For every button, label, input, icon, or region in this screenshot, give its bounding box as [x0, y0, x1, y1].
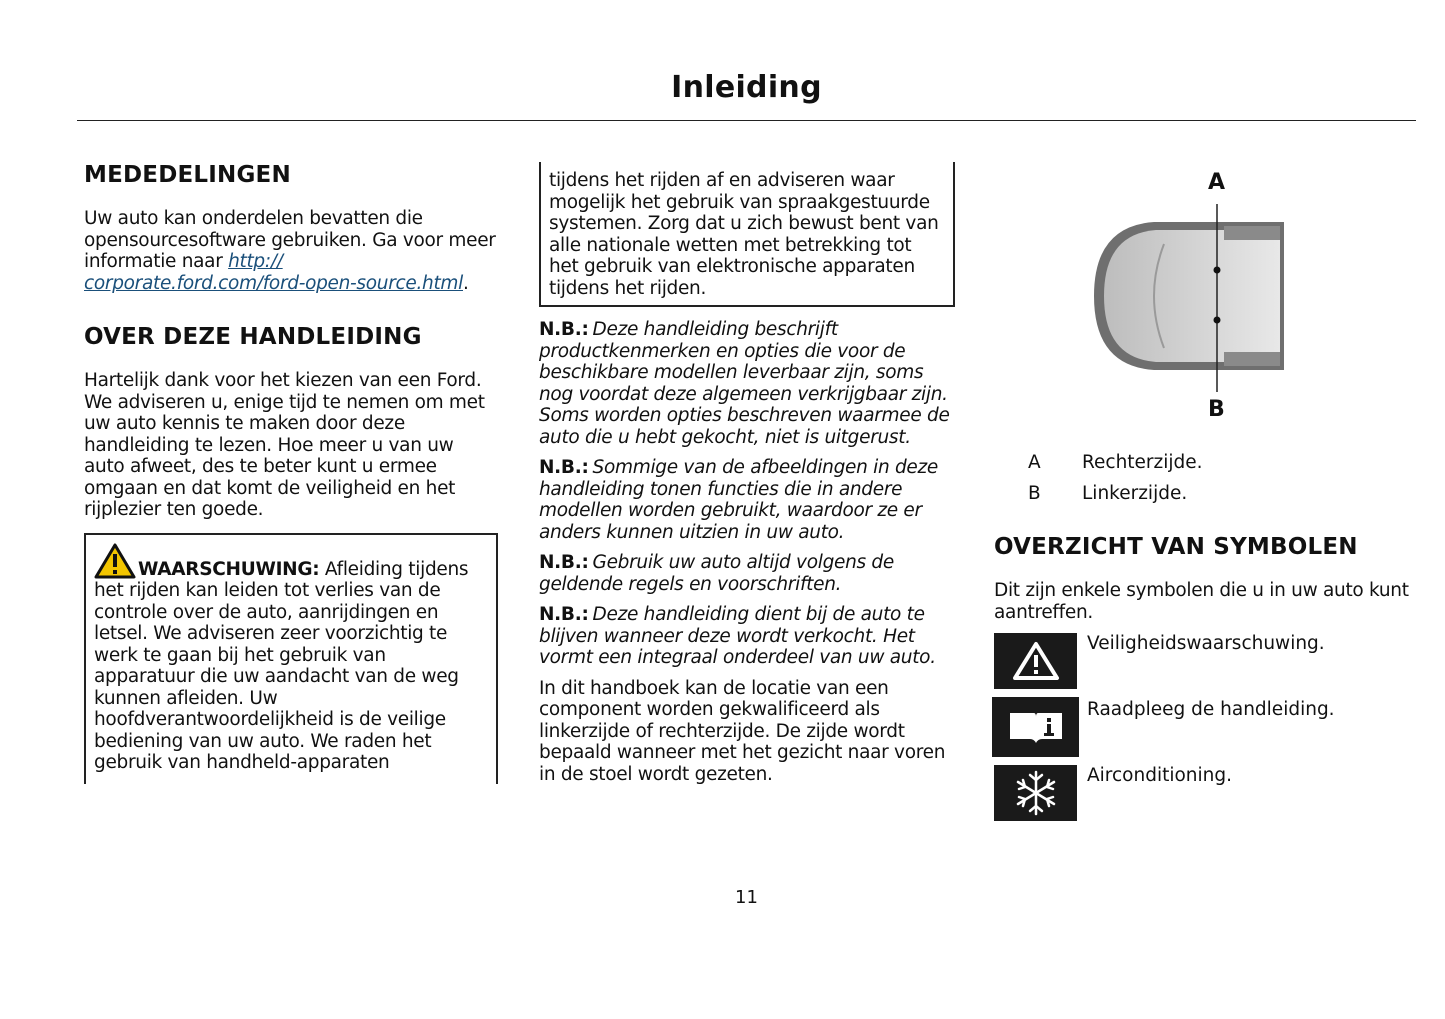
warning-continued-text: tijdens het rijden af en adviseren waar mogelijk het gebruik van spraakgestuurde systemen. Zorg dat u zich bewust bent van alle nationale wetten met betrekking tot het gebruik van elektronische apparaten tijdens het rijden. — [549, 170, 939, 299]
legend-row — [994, 483, 1414, 504]
legend-key: B — [1028, 483, 1041, 504]
location-text: In dit handboek kan de locatie van een component worden gekwalificeerd als linkerzijde of rechterzijde. De zijde wordt bepaald wanneer met het gezicht naar voren in de stoel wordt gezeten. — [539, 677, 946, 785]
symbol-row — [994, 765, 1414, 821]
section-heading-over: OVER DEZE HANDLEIDING — [84, 324, 422, 350]
note-2-label: N.B.: — [539, 457, 589, 478]
note-4 — [539, 604, 955, 669]
safety-warning-icon — [994, 633, 1077, 689]
mededelingen-text — [84, 208, 498, 294]
note-4-text: Deze handleiding dient bij de auto te blijven wanneer deze wordt verkocht. Het vormt een integraal onderdeel van uw auto. — [539, 604, 936, 668]
note-4-label: N.B.: — [539, 604, 589, 625]
car-side-figure — [994, 160, 1414, 432]
note-1-label: N.B.: — [539, 319, 589, 340]
figure-label-b: B — [1208, 397, 1225, 422]
mededelingen-text-end: . — [463, 272, 469, 294]
note-3 — [539, 552, 955, 595]
symbol-list — [994, 633, 1414, 821]
legend-value: Rechterzijde. — [1082, 452, 1203, 473]
note-3-label: N.B.: — [539, 552, 589, 573]
column-middle — [539, 162, 955, 785]
symbol-label: Raadpleeg de handleiding. — [1087, 699, 1335, 720]
warning-triangle-icon — [94, 543, 136, 579]
symbol-label: Airconditioning. — [1087, 765, 1233, 786]
symbol-label: Veiligheidswaarschuwing. — [1087, 633, 1325, 654]
symbols-intro: Dit zijn enkele symbolen die u in uw auto kunt aantreffen. — [994, 580, 1409, 623]
note-2-text: Sommige van de afbeeldingen in deze handleiding tonen functies die in andere modellen worden gebruikt, waardoor ze er anders kunnen uitzien in uw auto. — [539, 457, 938, 543]
open-source-link-part1[interactable]: http:// — [228, 251, 283, 272]
legend — [994, 452, 1414, 504]
section-heading-mededelingen: MEDEDELINGEN — [84, 162, 291, 188]
snowflake-icon — [994, 765, 1077, 821]
warning-box-continued — [539, 162, 955, 307]
note-1-text: Deze handleiding beschrijft productkenmerken en opties die voor de beschikbare modellen leverbaar zijn, soms nog voordat deze algemeen verkrijgbaar zijn. Soms worden opties beschreven waarmee de auto die u hebt gekocht, niet is uitgerust. — [539, 319, 950, 448]
warning-label: WAARSCHUWING: — [138, 558, 320, 580]
legend-value: Linkerzijde. — [1082, 483, 1188, 504]
section-heading-symbolen: OVERZICHT VAN SYMBOLEN — [994, 534, 1358, 560]
warning-box — [84, 533, 498, 784]
column-right — [994, 160, 1414, 831]
legend-row — [994, 452, 1414, 473]
open-source-link-part2[interactable]: corporate.ford.com/ford-open-source.html — [84, 272, 463, 294]
warning-body: Afleiding tijdens het rijden kan leiden tot verlies van de controle over de auto, aanrijdingen en letsel. We adviseren zeer voorzichtig te werk te gaan bij het gebruik van apparatuur die uw aandacht van de weg kunnen afleiden. Uw hoofdverantwoordelijkheid is de veilige bediening van uw auto. We raden het gebruik van handheld-apparaten — [94, 558, 469, 773]
symbol-row — [994, 633, 1414, 689]
title-divider — [77, 120, 1416, 121]
column-left — [84, 160, 498, 784]
note-3-text: Gebruik uw auto altijd volgens de geldende regels en voorschriften. — [539, 552, 894, 595]
note-2 — [539, 457, 955, 543]
page-number: 11 — [735, 887, 758, 908]
manual-book-icon — [994, 699, 1077, 755]
car-top-view-illustration — [994, 160, 1414, 432]
symbol-row — [994, 699, 1414, 755]
warning-text — [94, 543, 488, 774]
legend-key: A — [1028, 452, 1041, 473]
note-1 — [539, 319, 955, 448]
mededelingen-text-body: Uw auto kan onderdelen bevatten die opensourcesoftware gebruiken. Ga voor meer informatie naar — [84, 208, 496, 272]
page-title: Inleiding — [671, 70, 822, 105]
figure-label-a: A — [1208, 170, 1226, 195]
over-text: Hartelijk dank voor het kiezen van een Ford. We adviseren u, enige tijd te nemen om met uw auto kennis te maken door deze handleiding te lezen. Hoe meer u van uw auto afweet, des te beter kunt u ermee omgaan en dat komt de veiligheid en het rijplezier ten goede. — [84, 370, 485, 520]
